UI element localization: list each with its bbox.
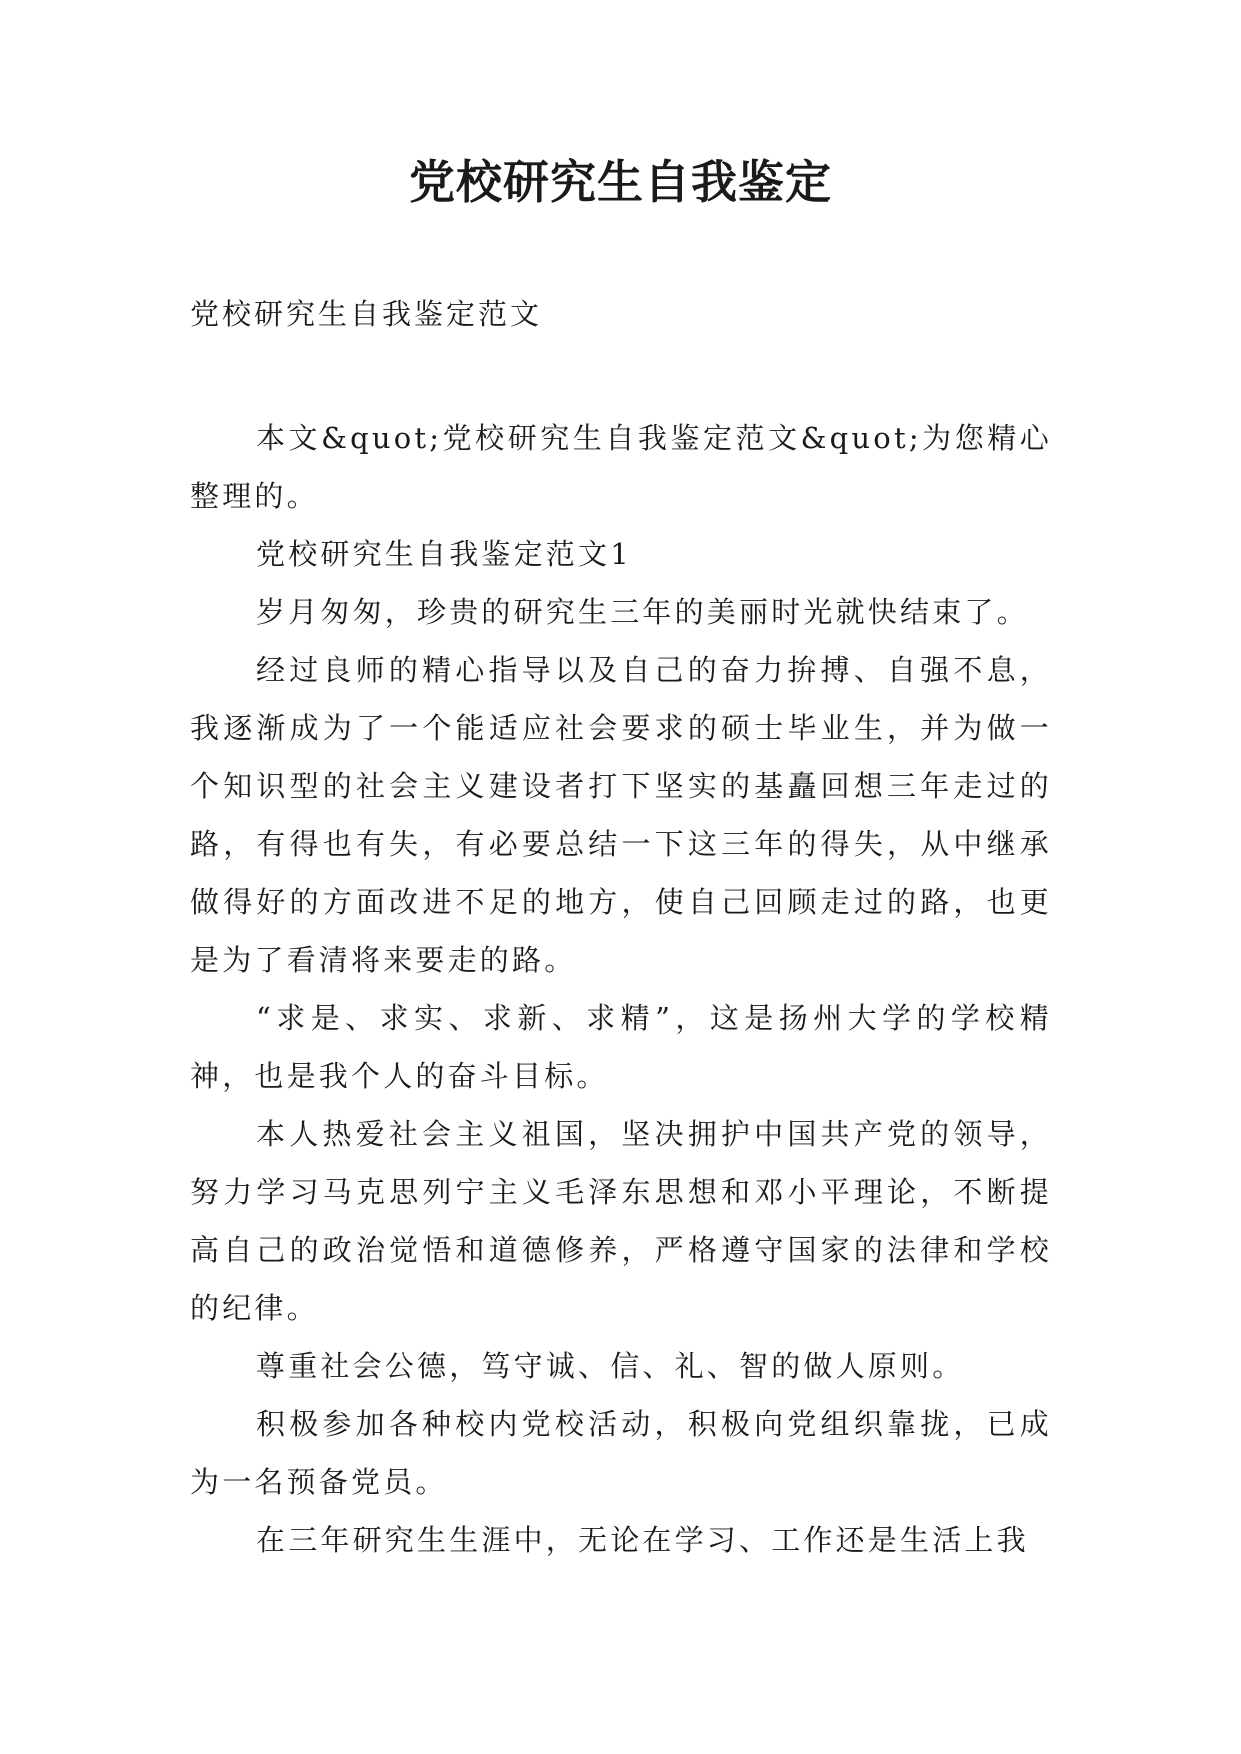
paragraph-intro: 本文&quot;党校研究生自我鉴定范文&quot;为您精心整理的。 — [190, 421, 1052, 513]
paragraph-section-heading: 党校研究生自我鉴定范文1 — [256, 537, 632, 571]
paragraph: 经过良师的精心指导以及自己的奋力拚搏、自强不息，我逐渐成为了一个能适应社会要求的硕士毕业生，并为做一个知识型的社会主义建设者打下坚实的基矗回想三年走过的路，有得也有失，有必要总结一下这三年的得失，从中继承做得好的方面改进不足的地方，使自己回顾走过的路，也更是为了看清将来要走的路。 — [190, 653, 1052, 977]
paragraph: “求是、求实、求新、求精”，这是扬州大学的学校精神，也是我个人的奋斗目标。 — [190, 1001, 1052, 1093]
paragraph: 岁月匆匆，珍贵的研究生三年的美丽时光就快结束了。 — [256, 595, 1029, 629]
document-title: 党校研究生自我鉴定 — [409, 155, 832, 209]
document-body — [190, 409, 1052, 1569]
paragraph: 积极参加各种校内党校活动，积极向党组织靠拢，已成为一名预备党员。 — [190, 1407, 1052, 1499]
paragraph: 在三年研究生生涯中，无论在学习、工作还是生活上我 — [256, 1523, 1029, 1557]
document-subtitle: 党校研究生自我鉴定范文 — [190, 297, 543, 331]
paragraph: 本人热爱社会主义祖国，坚决拥护中国共产党的领导，努力学习马克思列宁主义毛泽东思想和邓小平理论，不断提高自己的政治觉悟和道德修养，严格遵守国家的法律和学校的纪律。 — [190, 1117, 1052, 1325]
paragraph: 尊重社会公德，笃守诚、信、礼、智的做人原则。 — [256, 1349, 965, 1383]
